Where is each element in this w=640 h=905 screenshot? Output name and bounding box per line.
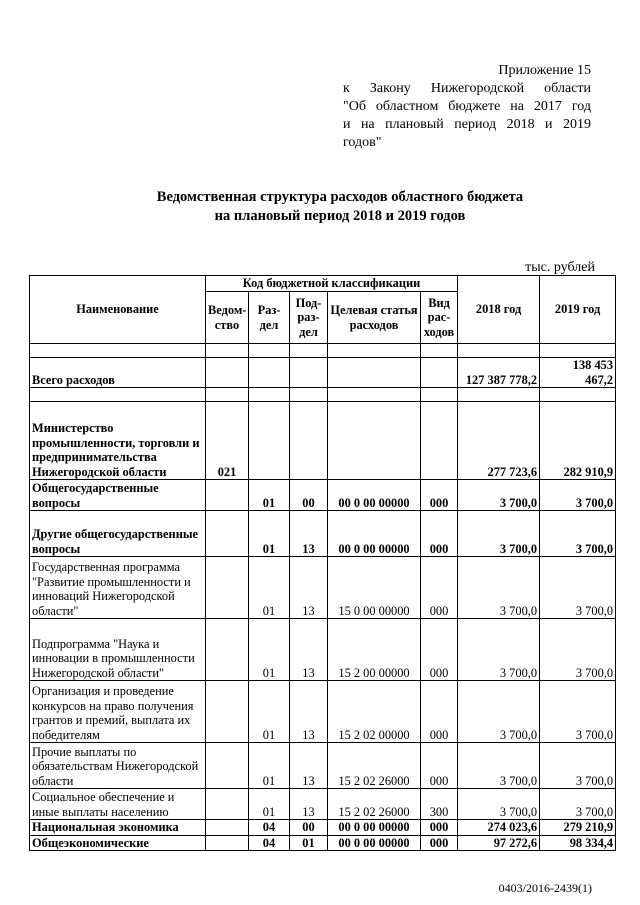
row-name: Подпрограмма "Наука и инновации в промышленности Нижегородской области" bbox=[30, 619, 206, 681]
row-vr: 000 bbox=[421, 511, 458, 557]
row-podrazdel: 13 bbox=[290, 681, 328, 743]
row-razdel: 04 bbox=[249, 820, 290, 836]
expenditure-table bbox=[29, 275, 616, 851]
row-name: Общеэкономические bbox=[30, 835, 206, 851]
row-podrazdel: 00 bbox=[290, 820, 328, 836]
row-2018: 3 700,0 bbox=[458, 480, 540, 511]
row-csr: 00 0 00 00000 bbox=[328, 480, 421, 511]
row-ved bbox=[206, 358, 249, 388]
row-2019: 3 700,0 bbox=[540, 681, 616, 743]
appendix-line: "Об областном бюджете на 2017 год bbox=[343, 99, 591, 114]
row-name: Другие общегосударственные вопросы bbox=[30, 511, 206, 557]
row-ved: 021 bbox=[206, 402, 249, 480]
row-name: Организация и проведение конкурсов на право получения грантов и премий, выплата их победителям bbox=[30, 681, 206, 743]
row-ved bbox=[206, 681, 249, 743]
table-row bbox=[30, 619, 616, 681]
row-podrazdel: 13 bbox=[290, 743, 328, 789]
row-name: Социальное обеспечение и иные выплаты населению bbox=[30, 789, 206, 820]
row-razdel: 01 bbox=[249, 789, 290, 820]
row-name: Всего расходов bbox=[30, 358, 206, 388]
row-2019: 3 700,0 bbox=[540, 789, 616, 820]
row-ved bbox=[206, 743, 249, 789]
row-2019: 3 700,0 bbox=[540, 557, 616, 619]
header-vr: Вид рас-ходов bbox=[421, 292, 458, 344]
header-ved: Ведом-ство bbox=[206, 292, 249, 344]
row-vr: 300 bbox=[421, 789, 458, 820]
header-2019: 2019 год bbox=[540, 276, 616, 344]
table-row bbox=[30, 835, 616, 851]
row-2019: 3 700,0 bbox=[540, 511, 616, 557]
units-label: тыс. рублей bbox=[525, 260, 595, 275]
row-podrazdel bbox=[290, 402, 328, 480]
row-podrazdel: 01 bbox=[290, 835, 328, 851]
table-row bbox=[30, 358, 616, 388]
row-2018: 3 700,0 bbox=[458, 557, 540, 619]
header-name: Наименование bbox=[30, 276, 206, 344]
row-name: Министерство промышленности, торговли и предпринимательства Нижегородской области bbox=[30, 402, 206, 480]
row-2019: 3 700,0 bbox=[540, 743, 616, 789]
row-ved bbox=[206, 789, 249, 820]
row-csr: 00 0 00 00000 bbox=[328, 820, 421, 836]
row-podrazdel bbox=[290, 358, 328, 388]
table-row bbox=[30, 681, 616, 743]
row-ved bbox=[206, 835, 249, 851]
header-classification: Код бюджетной классификации bbox=[206, 276, 458, 292]
row-ved bbox=[206, 511, 249, 557]
appendix-number: Приложение 15 bbox=[498, 63, 591, 78]
row-2019: 3 700,0 bbox=[540, 619, 616, 681]
table-row bbox=[30, 820, 616, 836]
row-razdel: 01 bbox=[249, 480, 290, 511]
row-csr bbox=[328, 358, 421, 388]
row-2018: 127 387 778,2 bbox=[458, 358, 540, 388]
row-vr: 000 bbox=[421, 557, 458, 619]
row-razdel: 01 bbox=[249, 681, 290, 743]
row-vr bbox=[421, 358, 458, 388]
appendix-note bbox=[343, 62, 591, 152]
table-row bbox=[30, 557, 616, 619]
title-line-2: на плановый период 2018 и 2019 годов bbox=[214, 208, 466, 224]
row-razdel bbox=[249, 358, 290, 388]
spacer-row bbox=[30, 344, 616, 358]
row-2018: 3 700,0 bbox=[458, 681, 540, 743]
row-csr: 15 2 02 00000 bbox=[328, 681, 421, 743]
row-2019: 282 910,9 bbox=[540, 402, 616, 480]
row-csr: 15 2 02 26000 bbox=[328, 789, 421, 820]
appendix-line: к Закону Нижегородской области bbox=[343, 81, 591, 96]
row-csr: 15 0 00 00000 bbox=[328, 557, 421, 619]
row-2018: 3 700,0 bbox=[458, 511, 540, 557]
row-2018: 277 723,6 bbox=[458, 402, 540, 480]
table-row bbox=[30, 402, 616, 480]
row-csr bbox=[328, 402, 421, 480]
row-vr: 000 bbox=[421, 681, 458, 743]
row-2018: 3 700,0 bbox=[458, 789, 540, 820]
row-razdel: 04 bbox=[249, 835, 290, 851]
table-row bbox=[30, 511, 616, 557]
appendix-line: и на плановый период 2018 и 2019 bbox=[343, 117, 591, 132]
row-vr: 000 bbox=[421, 835, 458, 851]
row-vr: 000 bbox=[421, 743, 458, 789]
row-2019: 3 700,0 bbox=[540, 480, 616, 511]
row-vr: 000 bbox=[421, 480, 458, 511]
row-podrazdel: 13 bbox=[290, 511, 328, 557]
spacer-row bbox=[30, 388, 616, 402]
row-2018: 3 700,0 bbox=[458, 743, 540, 789]
title-line-1: Ведомственная структура расходов областного бюджета bbox=[156, 189, 524, 205]
row-razdel: 01 bbox=[249, 511, 290, 557]
header-razdel: Раз-дел bbox=[249, 292, 290, 344]
row-ved bbox=[206, 619, 249, 681]
document-title bbox=[40, 188, 640, 226]
row-podrazdel: 13 bbox=[290, 619, 328, 681]
header-2018: 2018 год bbox=[458, 276, 540, 344]
row-ved bbox=[206, 557, 249, 619]
row-razdel: 01 bbox=[249, 619, 290, 681]
row-name: Национальная экономика bbox=[30, 820, 206, 836]
row-2018: 97 272,6 bbox=[458, 835, 540, 851]
row-ved bbox=[206, 820, 249, 836]
document-code: 0403/2016-2439(1) bbox=[498, 881, 592, 895]
row-name: Общегосударственные вопросы bbox=[30, 480, 206, 511]
row-2018: 3 700,0 bbox=[458, 619, 540, 681]
row-vr: 000 bbox=[421, 619, 458, 681]
row-razdel bbox=[249, 402, 290, 480]
row-podrazdel: 13 bbox=[290, 789, 328, 820]
row-2018: 274 023,6 bbox=[458, 820, 540, 836]
row-podrazdel: 13 bbox=[290, 557, 328, 619]
row-2019: 138 453 467,2 bbox=[540, 358, 616, 388]
row-2019: 279 210,9 bbox=[540, 820, 616, 836]
row-csr: 00 0 00 00000 bbox=[328, 511, 421, 557]
row-name: Государственная программа "Развитие промышленности и инноваций Нижегородской области" bbox=[30, 557, 206, 619]
appendix-line: годов" bbox=[343, 135, 382, 150]
row-vr: 000 bbox=[421, 820, 458, 836]
table-row bbox=[30, 743, 616, 789]
table-row bbox=[30, 789, 616, 820]
row-csr: 15 2 00 00000 bbox=[328, 619, 421, 681]
row-vr bbox=[421, 402, 458, 480]
row-razdel: 01 bbox=[249, 743, 290, 789]
row-name: Прочие выплаты по обязательствам Нижегородской области bbox=[30, 743, 206, 789]
row-2019: 98 334,4 bbox=[540, 835, 616, 851]
header-podrazdel: Под-раз-дел bbox=[290, 292, 328, 344]
row-csr: 00 0 00 00000 bbox=[328, 835, 421, 851]
row-ved bbox=[206, 480, 249, 511]
row-csr: 15 2 02 26000 bbox=[328, 743, 421, 789]
header-csr: Целевая статья расходов bbox=[328, 292, 421, 344]
row-podrazdel: 00 bbox=[290, 480, 328, 511]
table-row bbox=[30, 480, 616, 511]
row-razdel: 01 bbox=[249, 557, 290, 619]
